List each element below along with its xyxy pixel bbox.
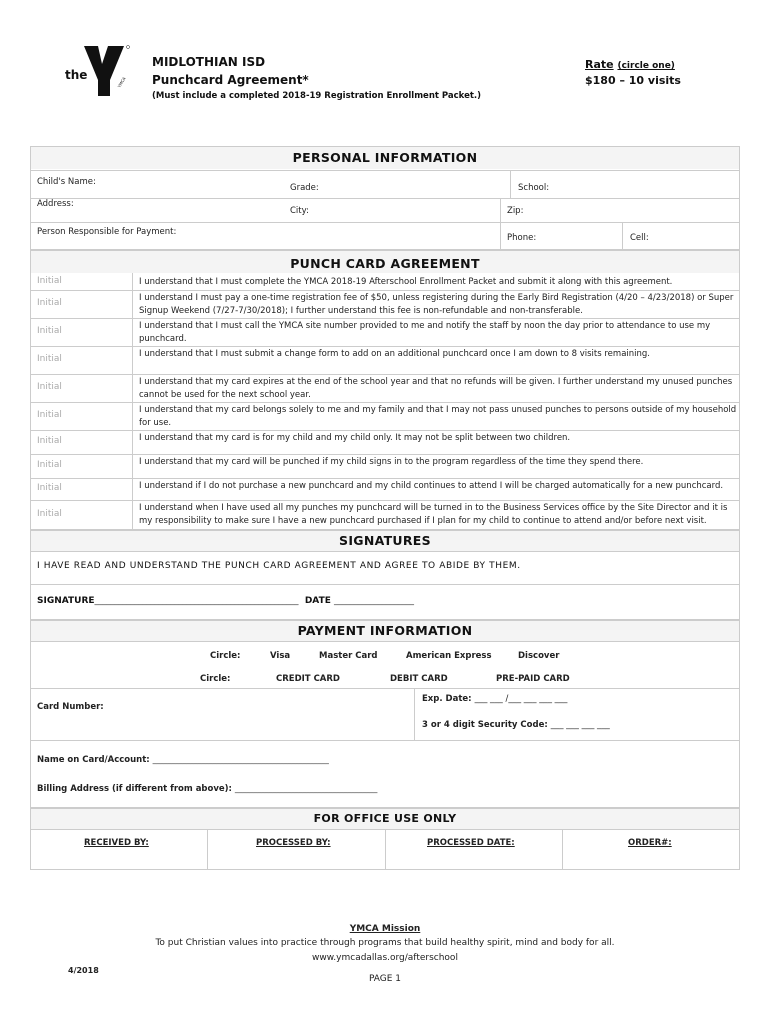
childs-name-field[interactable]: Child's Name:	[37, 177, 96, 187]
received-by-field[interactable]: RECEIVED BY:	[84, 838, 149, 848]
rate-note: (circle one)	[617, 61, 675, 71]
security-code-blank: ___ ___ ___ ___	[550, 720, 610, 730]
debit-card-option[interactable]: DEBIT CARD	[390, 674, 448, 684]
circle-label-2: Circle:	[200, 674, 231, 684]
agreement-statement: I HAVE READ AND UNDERSTAND THE PUNCH CARD AGREEMENT AND AGREE TO ABIDE BY THEM.	[37, 561, 521, 571]
initial-field[interactable]: Initial	[37, 276, 62, 286]
ymca-logo	[62, 42, 134, 98]
initial-field[interactable]: Initial	[37, 483, 62, 493]
office-use-title: FOR OFFICE USE ONLY	[313, 812, 457, 825]
payment-title: PAYMENT INFORMATION	[297, 623, 473, 638]
processed-by-field[interactable]: PROCESSED BY:	[256, 838, 331, 848]
district-title: MIDLOTHIAN ISD	[152, 55, 266, 69]
form-subtitle: (Must include a completed 2018-19 Registration Enrollment Packet.)	[152, 91, 482, 101]
address-field[interactable]: Address:	[37, 199, 74, 209]
agreement-term: I understand that I must submit a change form to add on an additional punchcard once I am down to 8 visits remaining.	[139, 349, 650, 359]
page-number: PAGE 1	[368, 974, 402, 984]
cell-field[interactable]: Cell:	[630, 233, 649, 243]
initial-field[interactable]: Initial	[37, 354, 62, 364]
initial-field[interactable]: Initial	[37, 410, 62, 420]
initial-field[interactable]: Initial	[37, 326, 62, 336]
name-on-card-field[interactable]	[37, 755, 329, 765]
credit-card-option[interactable]: CREDIT CARD	[276, 674, 340, 684]
billing-address-label: Billing Address (if different from above):	[37, 784, 232, 794]
personal-info-title: PERSONAL INFORMATION	[292, 150, 478, 165]
mastercard-option[interactable]: Master Card	[319, 651, 378, 661]
date-label: DATE	[304, 596, 331, 606]
school-field[interactable]: School:	[518, 183, 550, 193]
name-on-card-blank: _______________________________________________	[152, 755, 329, 764]
agreement-term: I understand that my card will be punched if my child signs in to the program regardless of the time they spend there.	[139, 457, 644, 467]
agreement-term: I understand that my card belongs solely to me and my family and that I may not pass unused punches to persons outside of my household for use.	[139, 405, 737, 428]
amex-option[interactable]: American Express	[406, 651, 492, 661]
person-responsible-field[interactable]: Person Responsible for Payment:	[37, 227, 177, 237]
phone-field[interactable]: Phone:	[507, 233, 537, 243]
mission-text: To put Christian values into practice through programs that build healthy spirit, mind and body for all.	[155, 938, 615, 948]
city-field[interactable]: City:	[290, 206, 309, 216]
website-link[interactable]: www.ymcadallas.org/afterschool	[312, 953, 458, 963]
security-code-label: 3 or 4 digit Security Code:	[422, 720, 548, 730]
zip-field[interactable]: Zip:	[507, 206, 524, 216]
agreement-term: I understand that my card expires at the end of the school year and that no refunds will be given. I further understand my unused punches cannot be used for the next school year.	[139, 377, 733, 400]
name-on-card-label: Name on Card/Account:	[37, 755, 150, 765]
billing-address-field[interactable]	[37, 784, 377, 794]
initial-field[interactable]: Initial	[37, 460, 62, 470]
agreement-term: I understand that my card is for my child and my child only. It may not be split between two children.	[139, 433, 571, 443]
prepaid-card-option[interactable]: PRE-PAID CARD	[496, 674, 570, 684]
agreement-term: I understand if I do not purchase a new punchcard and my child continues to attend I will be charged automatically for a new punchcard.	[139, 481, 724, 491]
exp-date-field[interactable]	[422, 694, 567, 704]
signature-blank: ___________________________________________________	[94, 596, 299, 605]
initial-field[interactable]: Initial	[37, 509, 62, 519]
exp-date-blank: ___ ___ /___ ___ ___ ___	[474, 694, 568, 704]
revision-date: 4/2018	[68, 966, 99, 975]
agreement-term: I understand that I must complete the YMCA 2018-19 Afterschool Enrollment Packet and submit it along with this agreement.	[139, 277, 673, 287]
signatures-title: SIGNATURES	[339, 533, 431, 548]
billing-address-blank: ______________________________________	[234, 784, 378, 793]
grade-field[interactable]: Grade:	[290, 183, 319, 193]
agreement-term: I understand when I have used all my punches my punchcard will be turned in to the Business Services office by the Site Director and it is my responsibility to make sure I have a new punchcard purchased if I plan for my child to continue to attend and/or before next visit.	[139, 503, 728, 526]
discover-option[interactable]: Discover	[518, 651, 560, 661]
rate-value: $180 – 10 visits	[585, 74, 681, 87]
exp-date-label: Exp. Date:	[422, 694, 472, 704]
agreement-term: I understand I must pay a one-time registration fee of $50, unless registering during the Early Bird Registration (4/20 – 4/23/2018) or Super Signup Weekend (7/27-7/30/2018); I further understand this fee is non-refundable and non-transferable.	[139, 293, 734, 316]
agreement-title: PUNCH CARD AGREEMENT	[290, 256, 480, 271]
circle-label-1: Circle:	[210, 651, 241, 661]
order-number-field[interactable]: ORDER#:	[628, 838, 672, 848]
processed-date-field[interactable]: PROCESSED DATE:	[427, 838, 515, 848]
security-code-field[interactable]	[422, 720, 610, 730]
payment-section	[30, 620, 740, 808]
visa-option[interactable]: Visa	[270, 651, 291, 661]
signature-label: SIGNATURE	[37, 596, 95, 606]
agreement-term: I understand that I must call the YMCA site number provided to me and notify the staff by noon the day prior to attendance to use my punchcard.	[139, 321, 711, 344]
date-blank: ____________________	[334, 596, 414, 605]
signature-line[interactable]	[37, 596, 414, 606]
initial-field[interactable]: Initial	[37, 382, 62, 392]
initial-field[interactable]: Initial	[37, 436, 62, 446]
svg-text:YMCA: YMCA	[116, 76, 127, 89]
mission-title: YMCA Mission	[349, 924, 421, 934]
rate-label: Rate	[585, 58, 614, 71]
form-title: Punchcard Agreement*	[152, 73, 309, 87]
rate-heading	[585, 58, 675, 71]
card-number-field[interactable]: Card Number:	[37, 702, 104, 712]
initial-field[interactable]: Initial	[37, 298, 62, 308]
logo-text: the	[65, 68, 88, 82]
